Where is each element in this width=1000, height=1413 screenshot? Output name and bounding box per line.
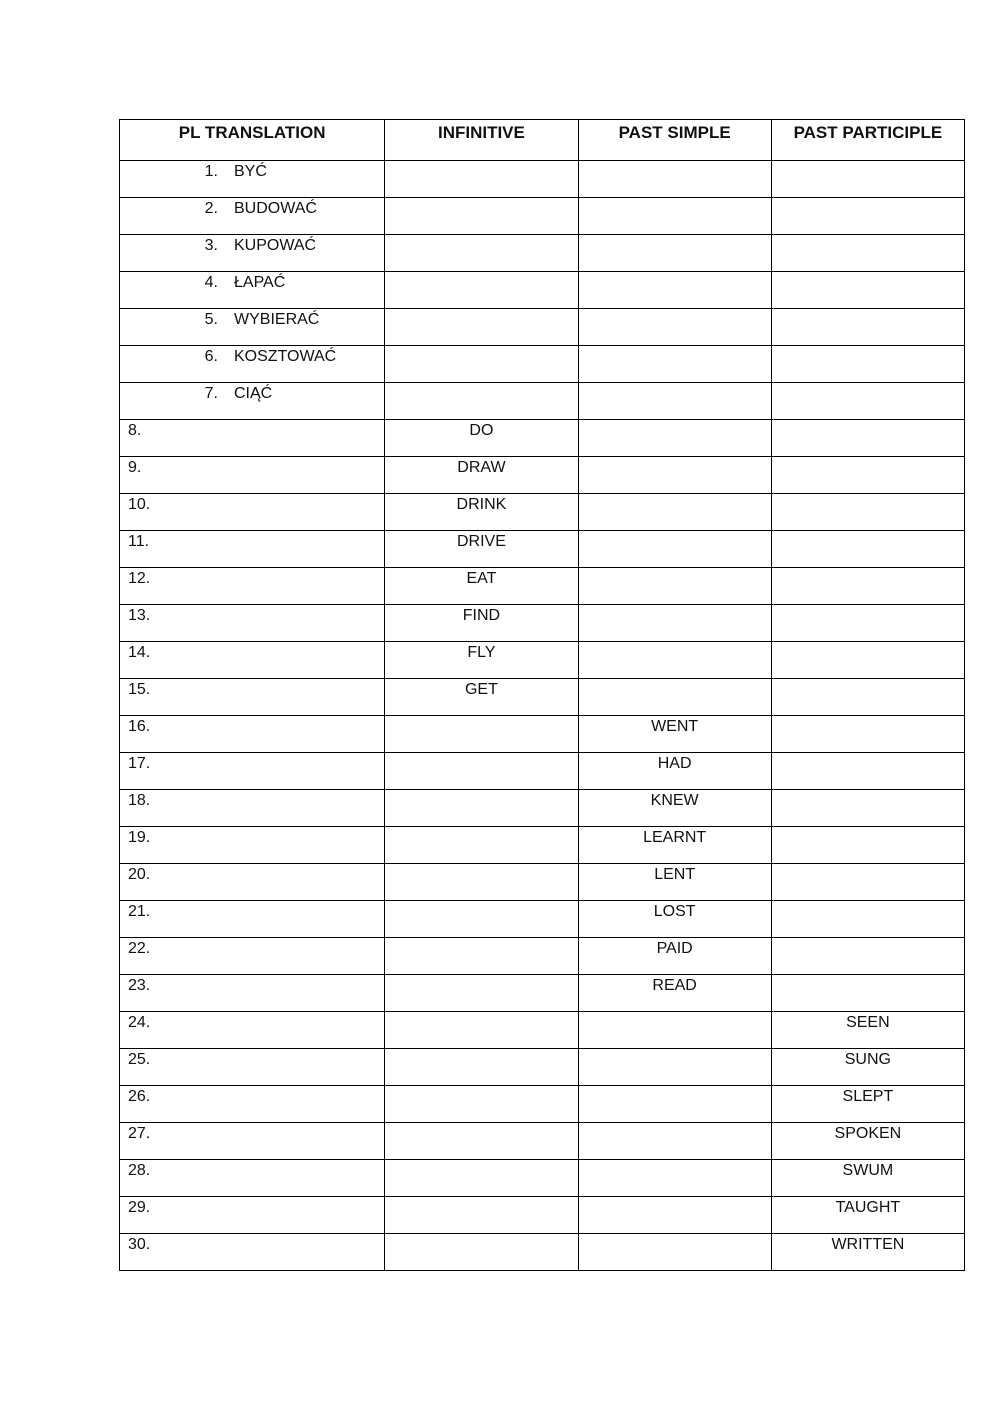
cell-past-simple[interactable] — [578, 531, 771, 568]
cell-infinitive[interactable] — [385, 309, 578, 346]
cell-past-participle[interactable]: SPOKEN — [771, 1123, 964, 1160]
row-number: 19. — [128, 829, 151, 846]
cell-pl-translation[interactable] — [120, 827, 385, 864]
cell-past-simple[interactable]: PAID — [578, 938, 771, 975]
cell-pl-translation[interactable] — [120, 198, 385, 235]
numbered-list-item — [120, 237, 384, 255]
header-past-participle: PAST PARTICIPLE — [771, 120, 964, 161]
cell-past-simple[interactable]: LENT — [578, 864, 771, 901]
row-number: 23. — [128, 977, 151, 994]
cell-past-participle[interactable] — [771, 494, 964, 531]
cell-infinitive[interactable] — [385, 864, 578, 901]
cell-pl-translation[interactable] — [120, 1123, 385, 1160]
cell-past-simple[interactable] — [578, 457, 771, 494]
cell-past-simple[interactable] — [578, 420, 771, 457]
cell-infinitive[interactable] — [385, 1197, 578, 1234]
cell-past-participle[interactable] — [771, 235, 964, 272]
cell-pl-translation[interactable] — [120, 901, 385, 938]
table-header-row — [120, 120, 965, 161]
cell-past-simple[interactable] — [578, 605, 771, 642]
cell-infinitive[interactable] — [385, 346, 578, 383]
cell-pl-translation[interactable] — [120, 864, 385, 901]
row-number: 22. — [128, 940, 151, 957]
cell-pl-translation[interactable] — [120, 1160, 385, 1197]
cell-infinitive[interactable]: DRIVE — [385, 531, 578, 568]
cell-past-participle[interactable] — [771, 309, 964, 346]
cell-pl-translation[interactable] — [120, 1012, 385, 1049]
cell-past-simple[interactable] — [578, 1197, 771, 1234]
row-number: 21. — [128, 903, 151, 920]
cell-past-simple[interactable]: LOST — [578, 901, 771, 938]
cell-past-participle[interactable]: SUNG — [771, 1049, 964, 1086]
cell-pl-translation[interactable] — [120, 1086, 385, 1123]
cell-past-participle[interactable]: SWUM — [771, 1160, 964, 1197]
cell-past-participle[interactable] — [771, 420, 964, 457]
cell-infinitive[interactable] — [385, 1049, 578, 1086]
cell-past-simple[interactable] — [578, 198, 771, 235]
row-number: 8. — [128, 422, 142, 439]
cell-past-simple[interactable]: WENT — [578, 716, 771, 753]
cell-infinitive[interactable] — [385, 235, 578, 272]
table-row — [120, 420, 965, 457]
row-number: 28. — [128, 1162, 151, 1179]
cell-past-participle[interactable] — [771, 531, 964, 568]
cell-pl-translation[interactable] — [120, 272, 385, 309]
table-body — [120, 161, 965, 1271]
cell-past-participle[interactable] — [771, 346, 964, 383]
row-number: 10. — [128, 496, 151, 513]
table-row — [120, 1049, 965, 1086]
cell-past-participle[interactable] — [771, 901, 964, 938]
cell-past-participle[interactable] — [771, 938, 964, 975]
table-row — [120, 864, 965, 901]
row-number: 13. — [128, 607, 151, 624]
cell-past-participle[interactable] — [771, 716, 964, 753]
cell-pl-translation[interactable] — [120, 938, 385, 975]
cell-past-simple[interactable] — [578, 1160, 771, 1197]
cell-past-participle[interactable] — [771, 642, 964, 679]
row-number: 4. — [204, 274, 218, 291]
cell-pl-translation[interactable] — [120, 161, 385, 198]
polish-word: KUPOWAĆ — [234, 237, 317, 254]
table-row — [120, 1123, 965, 1160]
cell-past-participle[interactable] — [771, 383, 964, 420]
cell-past-participle[interactable] — [771, 605, 964, 642]
numbered-list-item — [120, 348, 384, 366]
numbered-list-item — [120, 163, 384, 181]
cell-past-participle[interactable] — [771, 272, 964, 309]
cell-pl-translation[interactable] — [120, 235, 385, 272]
cell-past-simple[interactable]: LEARNT — [578, 827, 771, 864]
table-row — [120, 679, 965, 716]
table-row — [120, 1234, 965, 1271]
cell-past-participle[interactable]: SEEN — [771, 1012, 964, 1049]
row-number: 1. — [204, 163, 218, 180]
cell-infinitive[interactable] — [385, 1234, 578, 1271]
polish-word: KOSZTOWAĆ — [234, 348, 337, 365]
cell-pl-translation[interactable] — [120, 494, 385, 531]
cell-past-simple[interactable] — [578, 272, 771, 309]
polish-word: CIĄĆ — [234, 385, 273, 402]
cell-infinitive[interactable] — [385, 272, 578, 309]
cell-past-simple[interactable] — [578, 1234, 771, 1271]
row-number: 30. — [128, 1236, 151, 1253]
cell-past-simple[interactable]: KNEW — [578, 790, 771, 827]
polish-word: BYĆ — [234, 163, 267, 180]
cell-pl-translation[interactable] — [120, 531, 385, 568]
row-number: 18. — [128, 792, 151, 809]
table-row — [120, 753, 965, 790]
cell-infinitive[interactable]: DRAW — [385, 457, 578, 494]
table-row — [120, 1197, 965, 1234]
cell-past-simple[interactable] — [578, 568, 771, 605]
cell-past-participle[interactable] — [771, 827, 964, 864]
cell-infinitive[interactable] — [385, 901, 578, 938]
cell-past-simple[interactable]: READ — [578, 975, 771, 1012]
table-row — [120, 938, 965, 975]
numbered-list-item — [120, 274, 384, 292]
cell-past-simple[interactable] — [578, 1012, 771, 1049]
row-number: 29. — [128, 1199, 151, 1216]
row-number: 11. — [128, 533, 150, 550]
numbered-list-item — [120, 385, 384, 403]
row-number: 6. — [204, 348, 218, 365]
cell-infinitive[interactable]: EAT — [385, 568, 578, 605]
cell-past-simple[interactable] — [578, 1086, 771, 1123]
cell-infinitive[interactable] — [385, 161, 578, 198]
table-row — [120, 1160, 965, 1197]
row-number: 14. — [128, 644, 151, 661]
cell-past-participle[interactable] — [771, 568, 964, 605]
table-row — [120, 235, 965, 272]
row-number: 24. — [128, 1014, 151, 1031]
row-number: 16. — [128, 718, 151, 735]
table-row — [120, 790, 965, 827]
table-row — [120, 716, 965, 753]
row-number: 20. — [128, 866, 151, 883]
cell-past-simple[interactable] — [578, 161, 771, 198]
table-row — [120, 494, 965, 531]
cell-pl-translation[interactable] — [120, 975, 385, 1012]
cell-pl-translation[interactable] — [120, 753, 385, 790]
row-number: 9. — [128, 459, 142, 476]
cell-infinitive[interactable] — [385, 1012, 578, 1049]
cell-pl-translation[interactable] — [120, 1049, 385, 1086]
row-number: 12. — [128, 570, 151, 587]
cell-pl-translation[interactable] — [120, 716, 385, 753]
cell-pl-translation[interactable] — [120, 1234, 385, 1271]
cell-past-simple[interactable] — [578, 642, 771, 679]
cell-past-simple[interactable] — [578, 383, 771, 420]
table-row — [120, 457, 965, 494]
cell-past-simple[interactable]: HAD — [578, 753, 771, 790]
cell-infinitive[interactable] — [385, 790, 578, 827]
cell-past-participle[interactable]: TAUGHT — [771, 1197, 964, 1234]
cell-pl-translation[interactable] — [120, 309, 385, 346]
cell-infinitive[interactable] — [385, 716, 578, 753]
header-infinitive: INFINITIVE — [385, 120, 578, 161]
row-number: 2. — [204, 200, 218, 217]
row-number: 17. — [128, 755, 151, 772]
cell-infinitive[interactable] — [385, 383, 578, 420]
row-number: 26. — [128, 1088, 151, 1105]
cell-infinitive[interactable]: FLY — [385, 642, 578, 679]
table-row — [120, 568, 965, 605]
cell-pl-translation[interactable] — [120, 420, 385, 457]
cell-infinitive[interactable] — [385, 938, 578, 975]
cell-infinitive[interactable] — [385, 1160, 578, 1197]
cell-infinitive[interactable] — [385, 198, 578, 235]
numbered-list-item — [120, 311, 384, 329]
cell-past-simple[interactable] — [578, 235, 771, 272]
row-number: 25. — [128, 1051, 151, 1068]
cell-pl-translation[interactable] — [120, 457, 385, 494]
table-row — [120, 346, 965, 383]
cell-infinitive[interactable] — [385, 1123, 578, 1160]
cell-infinitive[interactable]: DO — [385, 420, 578, 457]
numbered-list-item — [120, 200, 384, 218]
cell-infinitive[interactable] — [385, 753, 578, 790]
table-row — [120, 198, 965, 235]
table-row — [120, 272, 965, 309]
header-pl-translation: PL TRANSLATION — [120, 120, 385, 161]
cell-pl-translation[interactable] — [120, 790, 385, 827]
polish-word: ŁAPAĆ — [234, 274, 286, 291]
cell-pl-translation[interactable] — [120, 679, 385, 716]
cell-past-participle[interactable]: WRITTEN — [771, 1234, 964, 1271]
table-row — [120, 383, 965, 420]
table-row — [120, 605, 965, 642]
row-number: 27. — [128, 1125, 151, 1142]
cell-past-simple[interactable] — [578, 1123, 771, 1160]
cell-pl-translation[interactable] — [120, 642, 385, 679]
header-past-simple: PAST SIMPLE — [578, 120, 771, 161]
table-row — [120, 309, 965, 346]
cell-infinitive[interactable]: DRINK — [385, 494, 578, 531]
table-row — [120, 827, 965, 864]
cell-pl-translation[interactable] — [120, 383, 385, 420]
cell-pl-translation[interactable] — [120, 605, 385, 642]
cell-past-participle[interactable] — [771, 753, 964, 790]
cell-past-simple[interactable] — [578, 1049, 771, 1086]
cell-past-simple[interactable] — [578, 494, 771, 531]
cell-past-simple[interactable] — [578, 346, 771, 383]
cell-past-participle[interactable] — [771, 790, 964, 827]
row-number: 7. — [204, 385, 218, 402]
cell-past-simple[interactable] — [578, 679, 771, 716]
table-row — [120, 642, 965, 679]
irregular-verbs-table — [119, 119, 965, 1271]
row-number: 5. — [204, 311, 218, 328]
cell-pl-translation[interactable] — [120, 346, 385, 383]
table-row — [120, 975, 965, 1012]
cell-past-participle[interactable] — [771, 198, 964, 235]
cell-past-participle[interactable] — [771, 679, 964, 716]
cell-past-participle[interactable]: SLEPT — [771, 1086, 964, 1123]
cell-infinitive[interactable]: FIND — [385, 605, 578, 642]
polish-word: BUDOWAĆ — [234, 200, 317, 217]
table-row — [120, 1086, 965, 1123]
cell-infinitive[interactable] — [385, 975, 578, 1012]
polish-word: WYBIERAĆ — [234, 311, 320, 328]
cell-past-participle[interactable] — [771, 864, 964, 901]
table-row — [120, 531, 965, 568]
cell-pl-translation[interactable] — [120, 568, 385, 605]
row-number: 15. — [128, 681, 151, 698]
table-row — [120, 901, 965, 938]
table-row — [120, 1012, 965, 1049]
table-row — [120, 161, 965, 198]
cell-past-participle[interactable] — [771, 161, 964, 198]
row-number: 3. — [204, 237, 218, 254]
cell-infinitive[interactable]: GET — [385, 679, 578, 716]
cell-past-participle[interactable] — [771, 975, 964, 1012]
cell-past-participle[interactable] — [771, 457, 964, 494]
cell-past-simple[interactable] — [578, 309, 771, 346]
cell-infinitive[interactable] — [385, 1086, 578, 1123]
cell-infinitive[interactable] — [385, 827, 578, 864]
cell-pl-translation[interactable] — [120, 1197, 385, 1234]
